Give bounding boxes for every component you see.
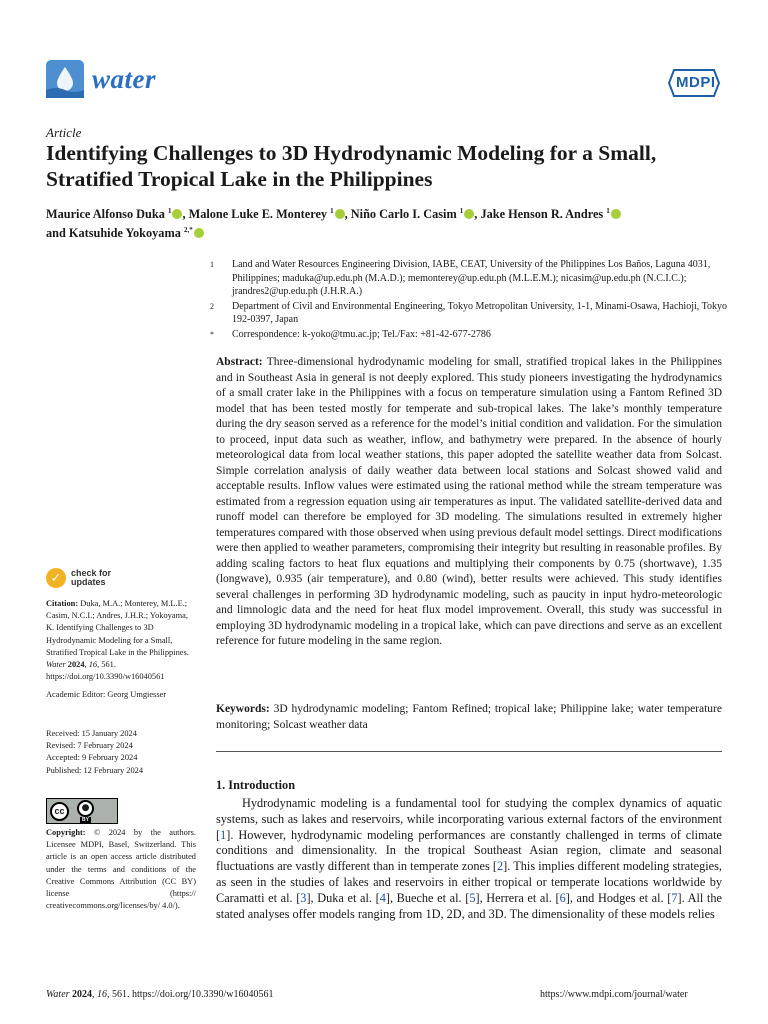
orcid-icon[interactable] — [464, 209, 474, 219]
section-divider — [216, 751, 722, 752]
author-name: Jake Henson R. Andres — [480, 207, 604, 222]
keywords — [216, 702, 722, 733]
reference-link[interactable]: 5 — [469, 890, 476, 905]
intro-text: ]. All the stated analyses offer models ranging from 1D, 2D, and 3D. The dimensionality of these models relies — [216, 890, 722, 921]
orcid-icon[interactable] — [194, 228, 204, 238]
reference-link[interactable]: 6 — [559, 890, 566, 905]
publisher-name: MDPI — [676, 74, 716, 91]
affiliations — [210, 258, 730, 343]
citation-label: Citation: — [46, 599, 79, 608]
intro-text: Hydrodynamic modeling is a fundamental tool for studying the complex dynamics of aquatic systems, such as lakes and reservoirs, while incorporating various external factors of the environment [ — [216, 796, 722, 842]
affiliation-item: 2 Department of Civil and Environmental Engineering, Tokyo Metropolitan University, 1-1, Minami-Osawa, Hachioji, Tokyo 192-0397, Japan — [210, 300, 727, 326]
footer-journal-link[interactable]: https://www.mdpi.com/journal/water — [540, 989, 688, 1000]
abstract-label: Abstract: — [216, 356, 263, 368]
citation-text: Duka, M.A.; Monterey, M.L.E.; Casim, N.C.I.; Andres, J.H.R.; Yokoyama, K. Identifying Challenges to 3D Hydrodynamic Modeling for a Small, Stratified Tropical Lake in the Philippines. — [46, 599, 189, 657]
footer-citation: Water 2024, 16, 561. https://doi.org/10.3390/w16040561 — [46, 989, 274, 1000]
article-type: Article — [46, 125, 82, 140]
date-published: Published: 12 February 2024 — [46, 765, 144, 775]
copyright-label: Copyright: — [46, 828, 86, 837]
journal-name: water — [92, 63, 157, 94]
article-title: Identifying Challenges to 3D Hydrodynamic Modeling for a Small, Stratified Tropical Lake in the Philippines — [46, 141, 657, 191]
orcid-icon[interactable] — [172, 209, 182, 219]
author-name: and Katsuhide Yokoyama — [46, 226, 181, 241]
person-icon: ● — [77, 800, 94, 817]
intro-text: ]. This implies different modeling strategies, as seen in the studies of lakes and reservoirs in either tropical or temperate locations worldwide by Caramatti et al. [ — [216, 859, 722, 905]
intro-text: ]. However, hydrodynamic modeling performances are constantly challenged in terms of climate conditions and dimensionality. In the tropical Southeast Asian region, climate and seasonal fluctuations are vastly different than in temperate zones [ — [216, 827, 722, 874]
author-name: Niño Carlo I. Casim — [350, 207, 457, 222]
date-accepted: Accepted: 9 February 2024 — [46, 753, 138, 763]
copyright-text: © 2024 by the authors. Licensee MDPI, Basel, Switzerland. This article is an open access article distributed under the terms and conditions of the Creative Commons Attribution (CC BY) license (https:// creativecommons.org/licenses/by/ 4.0/). — [46, 828, 197, 911]
keywords-label: Keywords: — [216, 703, 270, 715]
water-drop-icon — [46, 60, 84, 98]
abstract-text: Three-dimensional hydrodynamic modeling for small, stratified tropical lakes in the Philippines and in Southeast Asia in general is not deeply explored. This study pioneers investigating the hydrodynamics of a small crater lake in the Philippines with a focus on temperature simulation using a Fantom Refined 3D model that has been tested mostly for temperate and sub-tropical lakes. The lake’s monthly temperature during the dry season served as a reference for the model’s initial condition and validation. For the simulation to proceed, input data such as weather, inflow, and bathymetry were prepared. In the absence of hourly meteorological data from local weather stations, this paper adopted the satellite weather data from Solcast. Simple correlation analysis of daily weather data between local stations and Solcast showed valid and acceptable results. Inflow values were estimated using the rational method while the stream temperature was estimated from a regression equation using air temperatures as input. The validated satellite-derived data and runoff model can therefore be employed for 3D modeling. The simulations resulted in extremely higher temperatures compared with those observed when using previous default model settings. Direct modifications were then applied to weather parameters, compromising their integrity but resulting in reasonable profiles. By adding scaling factors to heat flux equations and multiplying their components by 0.75 (shortwave), 1.35 (longwave), 0.935 (air temperature), and 0.80 (wind), better results were achieved. This study identifies several challenges in performing 3D hydrodynamic modeling, such as paucity in input hydro-meteorologic and limnologic data and the need for heat flux model improvement. Overall, this study was successful in employing 3D hydrodynamic modeling in a tropical lake, which can pave directions and serve as an excellent reference for future modeling in the same region. — [216, 356, 722, 647]
intro-text: ], Duka et al. [ — [306, 890, 380, 905]
check-for-updates-button[interactable]: ✓ check for updates — [46, 568, 111, 588]
date-received: Received: 15 January 2024 — [46, 729, 137, 738]
reference-link[interactable]: 7 — [671, 890, 678, 905]
correspondence: * Correspondence: k-yoko@tmu.ac.jp; Tel./Fax: +81-42-677-2786 — [210, 328, 491, 340]
orcid-icon[interactable] — [611, 209, 621, 219]
citation-block: Citation: Duka, M.A.; Monterey, M.L.E.; Casim, N.C.I.; Andres, J.H.R.; Yokoyama, K. Identifying Challenges to 3D Hydrodynamic Modeling for a Small, Stratified Tropical Lake in the Philippines. Water 2024, 16, 561. https://doi.org/10.3390/w16040561 Academic Editor: Georg Umgiesser — [46, 598, 196, 702]
author-name: Maurice Alfonso Duka — [46, 207, 165, 222]
publisher-logo[interactable] — [668, 66, 720, 105]
check-icon: ✓ — [46, 568, 66, 588]
journal-logo[interactable] — [46, 60, 156, 98]
intro-text: ], Bueche et al. [ — [385, 890, 470, 905]
orcid-icon[interactable] — [335, 209, 345, 219]
reference-link[interactable]: 3 — [300, 890, 307, 905]
keywords-text: 3D hydrodynamic modeling; Fantom Refined; tropical lake; Philippine lake; water temperature monitoring; Solcast weather data — [216, 703, 722, 731]
affiliation-item: 1 Land and Water Resources Engineering Division, IABE, CEAT, University of the Philippines Los Baños, Laguna 4031, Philippines; maduka@up.edu.ph (M.A.D.); memonterey@up.edu.ph (M.L.E.M.); nicasim@up.edu.ph (N.C.I.C.); jrandres2@up.edu.ph (J.H.R.A.) — [210, 259, 711, 298]
copyright-notice — [46, 827, 196, 912]
cc-by-license-badge[interactable]: cc ● BY — [46, 798, 118, 824]
date-revised: Revised: 7 February 2024 — [46, 741, 133, 751]
publication-dates — [46, 728, 196, 777]
intro-text: ], Herrera et al. [ — [475, 890, 560, 905]
author-name: Malone Luke E. Monterey — [188, 207, 328, 222]
reference-link[interactable]: 4 — [379, 890, 386, 905]
academic-editor: Academic Editor: Georg Umgiesser — [46, 690, 167, 700]
reference-link[interactable]: 1 — [220, 827, 227, 842]
section-heading: 1. Introduction — [216, 778, 296, 792]
citation-doi-link[interactable]: https://doi.org/10.3390/w16040561 — [46, 672, 165, 682]
intro-text: ], and Hodges et al. [ — [565, 890, 672, 905]
intro-paragraph — [216, 796, 722, 922]
author-list: Maurice Alfonso Duka $^1$ , Malone Luke E. Monterey $^1$ , Niño Carlo I. Casim $^1$ , Jake Henson R. Andres $^1$ and Katsuhide Yokoyama $^{2,*}$ — [46, 203, 736, 241]
cc-icon: cc — [50, 802, 69, 821]
abstract — [216, 355, 722, 650]
reference-link[interactable]: 2 — [497, 859, 504, 874]
